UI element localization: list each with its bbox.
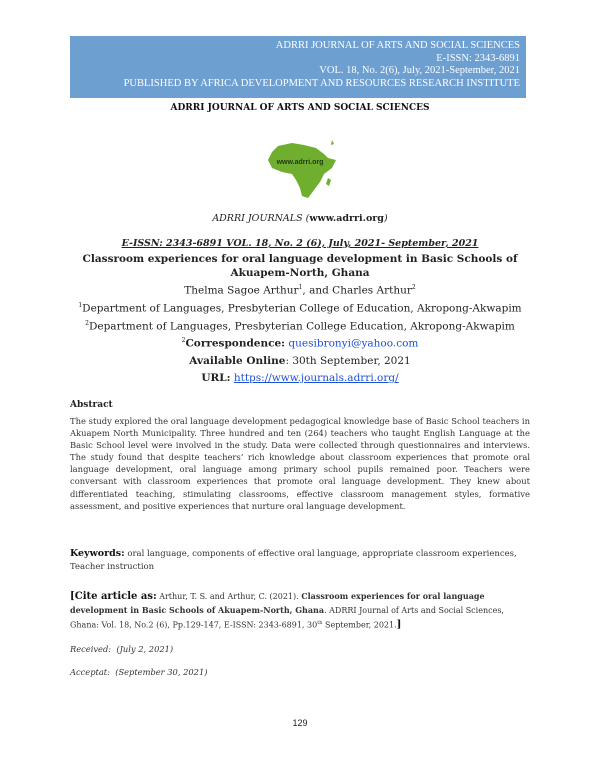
africa-logo-icon [258,138,342,202]
affiliation-1-sup: 1 [78,302,83,309]
cite-authors: Arthur, T. S. and Arthur, C. (2021). [156,592,302,601]
correspondence-sup: 2 [181,337,186,344]
banner-publisher: PUBLISHED BY AFRICA DEVELOPMENT AND RESOURCES RESEARCH INSTITUTE [123,77,520,89]
available-label: Available Online [189,355,286,367]
journals-url: www.adrri.org [309,213,384,224]
received-date [70,644,173,654]
banner-volume: VOL. 18, No. 2(6), July, 2021-September, 2021 [319,65,520,76]
accepted-date [70,667,207,677]
cite-sup: th [317,620,323,626]
authors-line [0,284,600,297]
received-value: (July 2, 2021) [116,644,174,654]
author-2: , and Charles Arthur [302,284,412,297]
journal-banner [70,36,526,98]
logo-text: www.adrri.org [276,159,324,166]
affiliation-1-text: Department of Languages, Presbyterian College of Education, Akropong-Akwapim [82,302,522,315]
keywords-text: oral language, components of effective oral language, appropriate classroom experiences, Teacher instruction [70,549,517,572]
journal-url-link[interactable]: https://www.journals.adrri.org/ [233,372,399,384]
journals-line [0,213,600,224]
journals-suffix: ) [383,213,388,224]
issn-volume-line: E-ISSN: 2343-6891 VOL. 18, No. 2 (6), July, 2021- September, 2021 [121,238,479,249]
correspondence-line [0,337,600,350]
citation [70,590,532,632]
cite-end: September, 2021. [322,620,397,630]
accepted-value: (September 30, 2021) [115,667,208,677]
correspondence-label: Correspondence: [185,337,286,350]
url-line [0,372,600,384]
author-2-sup: 2 [411,284,416,291]
available-online-line [0,355,600,367]
affiliation-2-sup: 2 [85,320,89,327]
journals-prefix: ADRRI JOURNALS ( [212,213,310,224]
banner-issn: E-ISSN: 2343-6891 [436,52,520,64]
available-date: : 30th September, 2021 [285,355,411,367]
cite-title: Classroom experiences for oral language development in Basic Schools of Akuapem-North, Ghana [70,591,485,615]
cite-rest: . ADRRI Journal of Arts and Social Sciences, Ghana: Vol. 18, No.2 (6), Pp.129-147, E-ISSN: 2343-6891, 30 [70,605,504,630]
banner-journal-name: ADRRI JOURNAL OF ARTS AND SOCIAL SCIENCES [275,40,520,51]
keywords [70,548,532,573]
abstract-heading: Abstract [70,400,113,410]
article-title: Classroom experiences for oral language development in Basic Schools of Akuapem-North, Ghana [82,253,518,279]
received-label: Received: [70,644,112,654]
author-1: Thelma Sagoe Arthur [184,284,299,297]
keywords-label: Keywords: [70,548,125,559]
correspondence-email[interactable]: quesibronyi@yahoo.com [288,337,419,350]
url-label: URL: [201,372,231,384]
page-number: 129 [292,718,308,728]
affiliation-1 [0,302,600,315]
cite-open: [Cite article as: [70,591,157,602]
author-1-sup: 1 [298,284,303,291]
accepted-label: Acceptat: [70,667,110,677]
cite-close: ] [396,619,402,631]
affiliation-2 [0,320,600,333]
journal-title: ADRRI JOURNAL OF ARTS AND SOCIAL SCIENCES [170,103,430,113]
affiliation-2-text: Department of Languages, Presbyterian College Education, Akropong-Akwapim [88,320,515,333]
abstract-text: The study explored the oral language development pedagogical knowledge base of Basic School teachers in Akuapem North Municipality. Three hundred and ten (264) teachers who taught English Language at the Basic School level were involved in the study. Data were collected through questionnaires and interviews. The study found that despite teachers’ rich knowledge about classroom experiences that promote oral language development, oral language among primary school pupils remained poor. Teachers were conversant with classroom experiences that promote oral language development. They knew about differentiated teaching, stimulating classrooms, effective classroom management styles, formative assessment, and positive experiences that nurture oral language development. [70,416,530,511]
